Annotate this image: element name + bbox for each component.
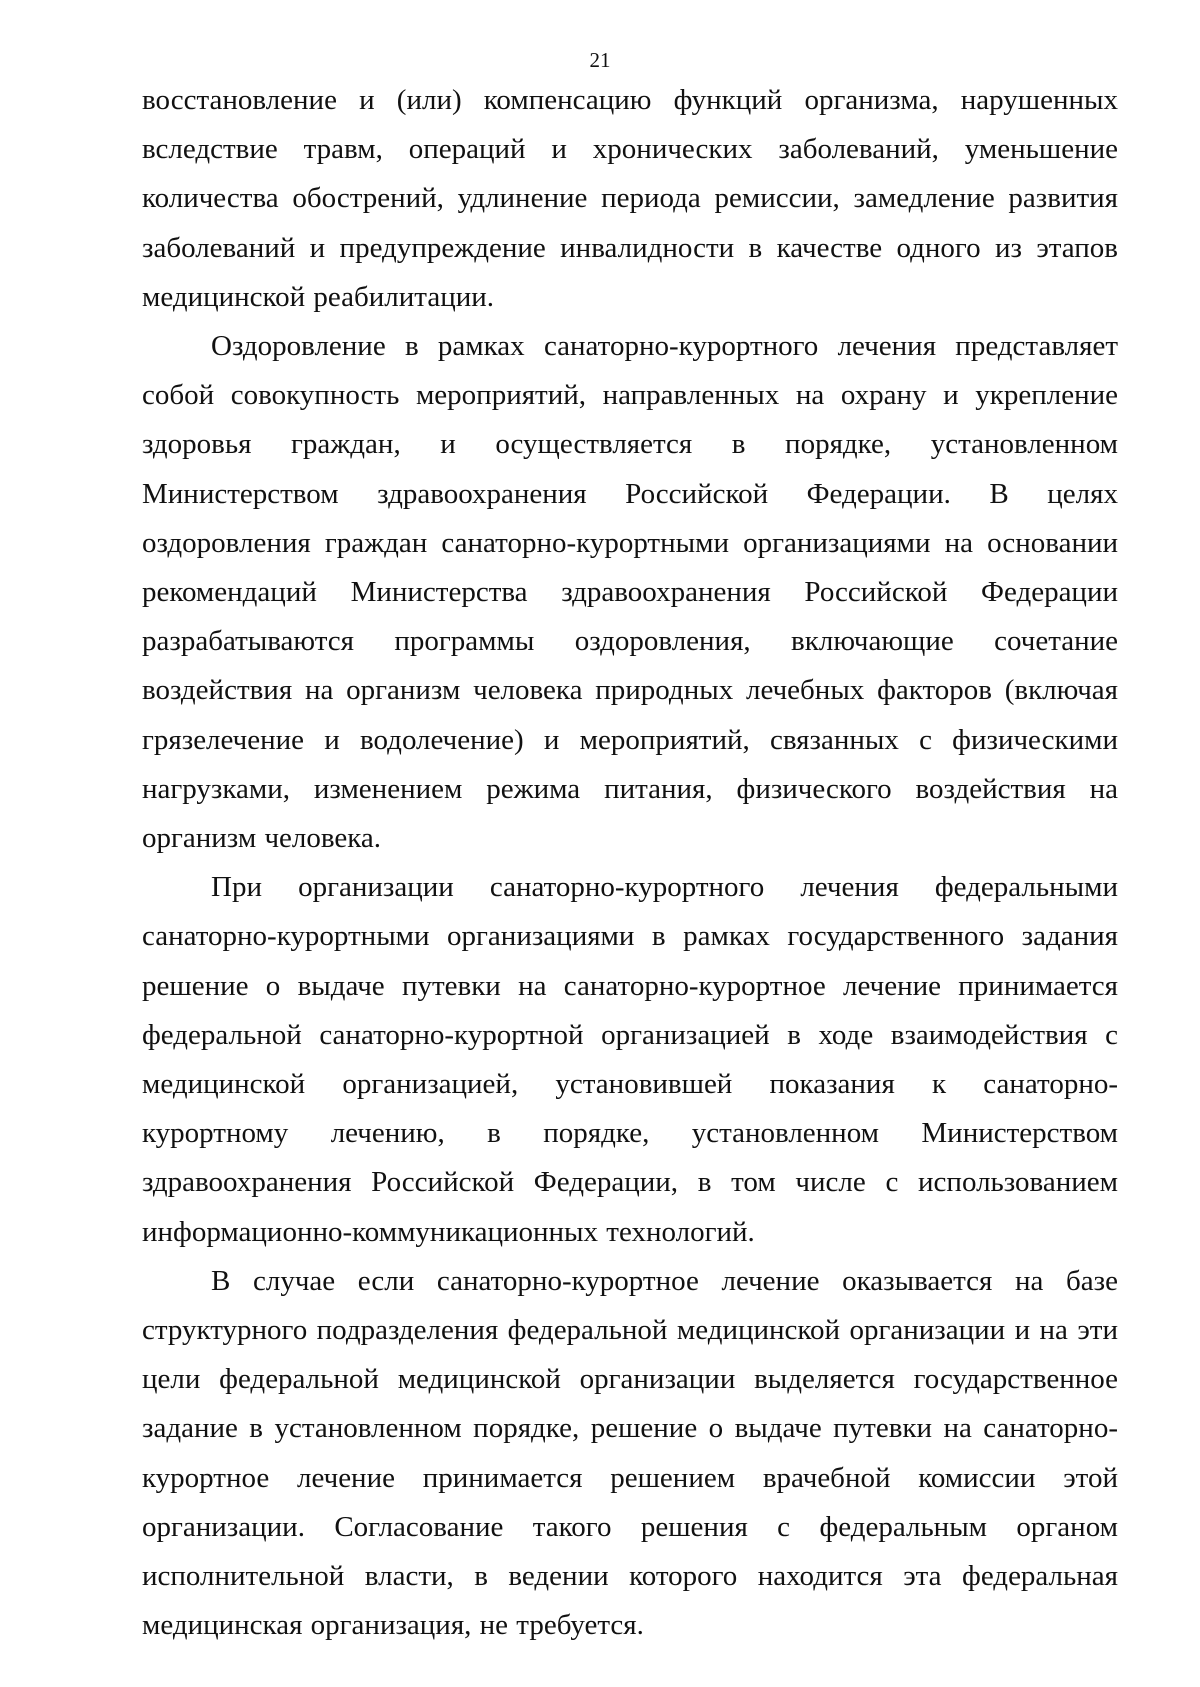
paragraph-recovery: Оздоровление в рамках санаторно-курортного лечения представляет собой совокупность мероприятий, направленных на охрану и укрепление здоровья граждан, и осуществляется в порядке, установленном Министерством здравоохранения Российской Федерации. В целях оздоровления граждан санаторно-курортными организациями на основании рекомендаций Министерства здравоохранения Российской Федерации разрабатываются программы оздоровления, включающие сочетание воздействия на организм человека природных лечебных факторов (включая грязелечение и водолечение) и мероприятий, связанных с физическими нагрузками, изменением режима питания, физического воздействия на организм человека. (142, 330, 1118, 855)
paragraph-continuation: восстановление и (или) компенсацию функций организма, нарушенных вследствие травм, операций и хронических заболеваний, уменьшение количества обострений, удлинение периода ремиссии, замедление развития заболеваний и предупреждение инвалидности в качестве одного из этапов медицинской реабилитации. (142, 84, 1118, 313)
page-number: 21 (589, 48, 611, 72)
paragraph-structural-division: В случае если санаторно-курортное лечение оказывается на базе структурного подразделения федеральной медицинской организации и на эти цели федеральной медицинской организации выделяется государственное задание в установленном порядке, решение о выдаче путевки на санаторно-курортное лечение принимается решением врачебной комиссии этой организации. Согласование такого решения с федеральным органом исполнительной власти, в ведении которого находится эта федеральная медицинская организация, не требуется. (142, 1264, 1118, 1642)
paragraph-federal-organizations: При организации санаторно-курортного лечения федеральными санаторно-курортными организациями в рамках государственного задания решение о выдаче путевки на санаторно-курортное лечение принимается федеральной санаторно-курортной организацией в ходе взаимодействия с медицинской организацией, установившей показания к санаторно-курортному лечению, в порядке, установленном Министерством здравоохранения Российской Федерации, в том числе с использованием информационно-коммуникационных технологий. (142, 871, 1118, 1248)
document-body (142, 76, 1118, 1651)
